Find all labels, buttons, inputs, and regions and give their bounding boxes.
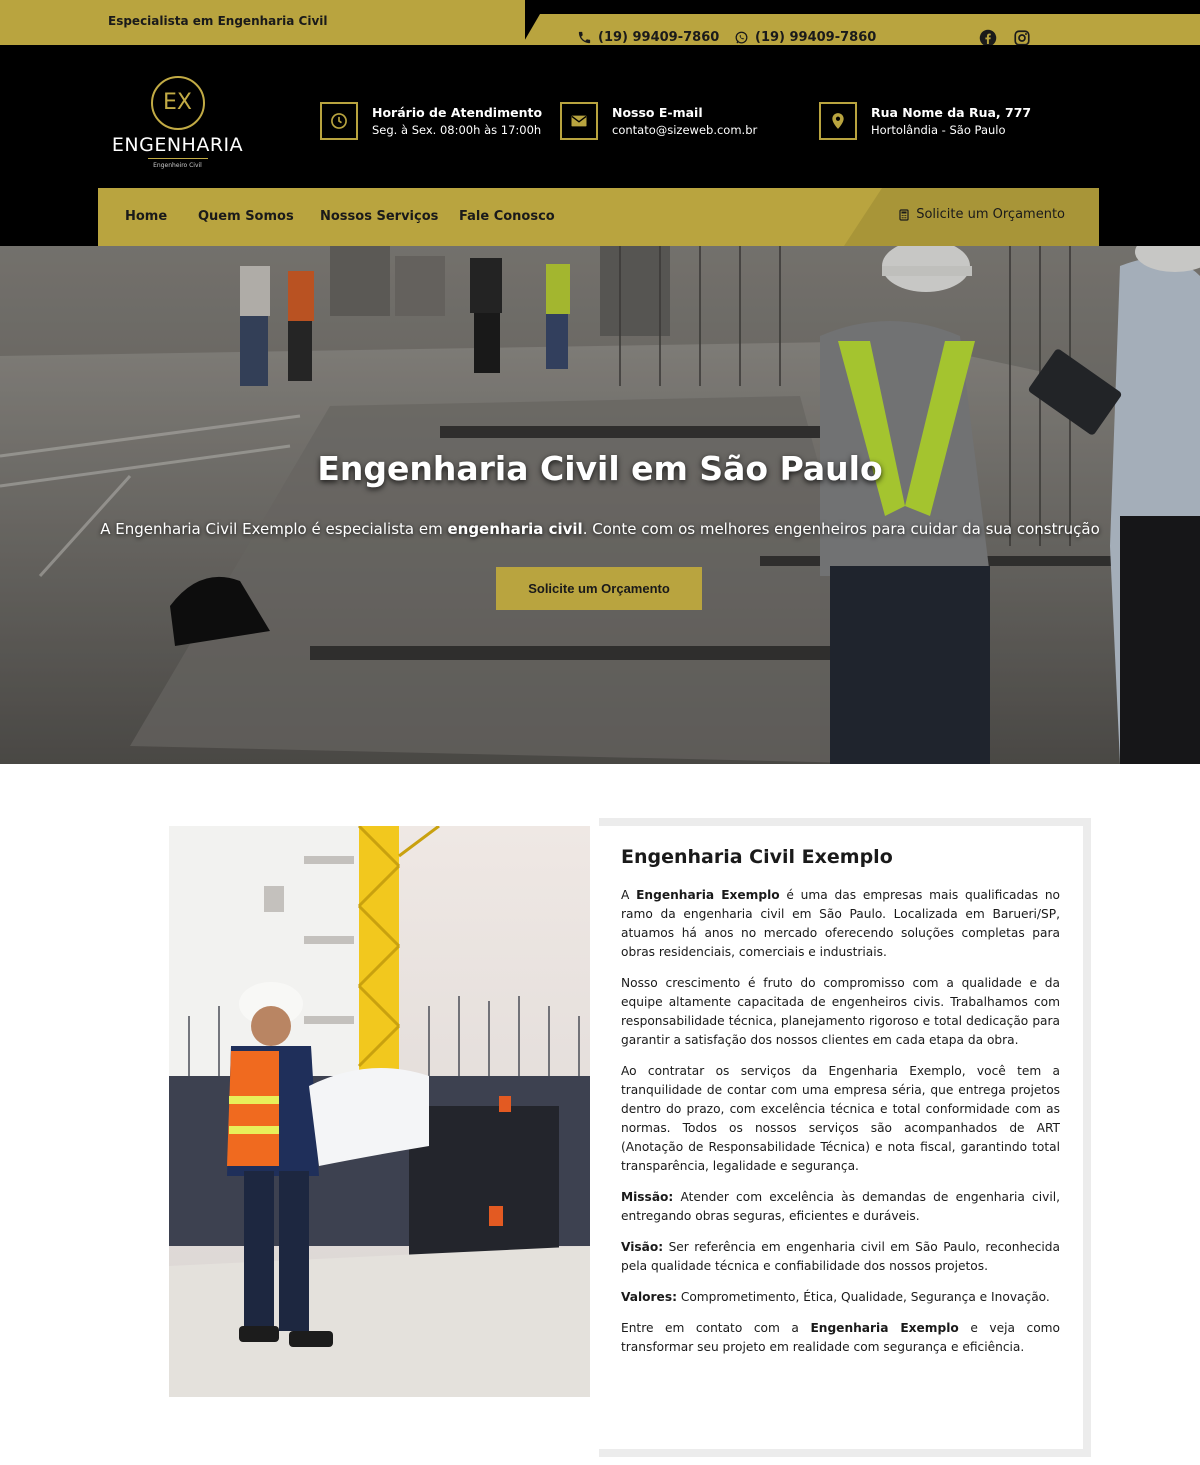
clock-icon (329, 111, 349, 131)
about-cta-post: e veja como transformar seu projeto em realidade com segurança e eficiência. (621, 1321, 1061, 1354)
about-cta (621, 1319, 1060, 1357)
email-title: Nosso E-mail (612, 104, 703, 120)
phone-link[interactable] (577, 30, 719, 45)
mission-text: Atender com excelência às demandas de engenharia civil, entregando obras seguras, eficientes e duráveis. (621, 1190, 1060, 1223)
nav-item-servicos[interactable]: Nossos Serviços (320, 209, 439, 224)
nav-item-home[interactable]: Home (125, 209, 168, 224)
calculator-icon (898, 209, 910, 221)
engineer-with-blueprint-image (169, 826, 590, 1397)
about-values (621, 1288, 1060, 1307)
main-nav (98, 188, 1099, 246)
about-intro-post: é uma das empresas mais qualificadas no ramo da engenharia civil em São Paulo. Localizada em Barueri/SP, atuamos há anos no mercado oferecendo soluções completas para obras residenciais, comerciais e industriais. (621, 888, 1060, 959)
about-image (169, 826, 590, 1397)
about-title: Engenharia Civil Exemplo (621, 846, 893, 868)
whatsapp-icon (734, 30, 749, 45)
clock-icon-box (320, 102, 358, 140)
map-pin-icon (828, 111, 848, 131)
nav-quote-button[interactable] (898, 207, 1065, 222)
vision-text: Ser referência em engenharia civil em São Paulo, reconhecida pela qualidade técnica e confiabilidade dos nossos projetos. (621, 1240, 1060, 1273)
address-city: Hortolândia - São Paulo (871, 122, 1006, 137)
about-vision (621, 1238, 1060, 1276)
values-text: Comprometimento, Ética, Qualidade, Segurança e Inovação. (676, 1290, 1050, 1304)
hero-subtitle-bold: engenharia civil (447, 520, 583, 538)
logo-divider (148, 158, 208, 159)
nav-item-quem-somos[interactable]: Quem Somos (198, 209, 294, 224)
logo[interactable] (110, 76, 245, 171)
hours-title: Horário de Atendimento (372, 104, 543, 120)
about-paragraph-intro (621, 886, 1060, 962)
email-address[interactable]: contato@sizeweb.com.br (612, 122, 758, 137)
whatsapp-link[interactable] (734, 30, 876, 45)
hero-title: Engenharia Civil em São Paulo (317, 449, 883, 488)
about-cta-pre: Entre em contato com a (621, 1321, 811, 1335)
map-pin-icon-box (819, 102, 857, 140)
vision-label: Visão: (621, 1240, 664, 1254)
mission-label: Missão: (621, 1190, 674, 1204)
hero-subtitle (0, 520, 1200, 538)
about-cta-bold: Engenharia Exemplo (810, 1321, 959, 1335)
logo-subtitle: Engenheiro Civil (153, 162, 202, 169)
nav-item-contato[interactable]: Fale Conosco (459, 209, 555, 224)
envelope-icon (569, 111, 589, 131)
logo-name: ENGENHARIA (111, 134, 244, 156)
nav-quote-label: Solicite um Orçamento (916, 207, 1065, 222)
logo-mark: EX (151, 76, 205, 130)
hero-banner (0, 246, 1200, 764)
hours-detail: Seg. à Sex. 08:00h às 17:00h (372, 122, 542, 137)
hero-quote-button[interactable]: Solicite um Orçamento (496, 567, 702, 610)
phone-number: (19) 99409-7860 (598, 30, 720, 45)
about-paragraph-services: Ao contratar os serviços da Engenharia Exemplo, você tem a tranquilidade de contar com uma empresa séria, que entrega projetos dentro do prazo, com excelência técnica e total conformidade com as normas. Todos os nossos serviços são acompanhados de ART (Anotação de Responsabilidade Técnica) e nota fiscal, garantindo total transparência, legalidade e segurança. (621, 1064, 1060, 1173)
about-paragraph-growth: Nosso crescimento é fruto do compromisso com a qualidade e da equipe altamente capacitada de engenheiros civis. Trabalhamos com responsabilidade técnica, planejamento rigoroso e total dedicação para garantir a satisfação dos nossos clientes em cada etapa da obra. (621, 976, 1060, 1047)
values-label: Valores: (621, 1290, 677, 1304)
about-card (599, 818, 1091, 1457)
address-title: Rua Nome da Rua, 777 (871, 104, 1032, 120)
address-info (819, 102, 1031, 140)
hero-subtitle-pre: A Engenharia Civil Exemplo é especialista em (100, 520, 448, 538)
phone-icon (577, 30, 592, 45)
hours-info (320, 102, 542, 140)
about-mission (621, 1188, 1060, 1226)
tagline: Especialista em Engenharia Civil (108, 14, 328, 28)
hero-subtitle-post: . Conte com os melhores engenheiros para cuidar da sua construção (582, 520, 1100, 538)
hero-overlay (0, 246, 1200, 764)
about-intro-bold: Engenharia Exemplo (636, 888, 780, 902)
whatsapp-number: (19) 99409-7860 (755, 30, 877, 45)
envelope-icon-box (560, 102, 598, 140)
about-intro-pre: A (621, 888, 637, 902)
email-info (560, 102, 757, 140)
